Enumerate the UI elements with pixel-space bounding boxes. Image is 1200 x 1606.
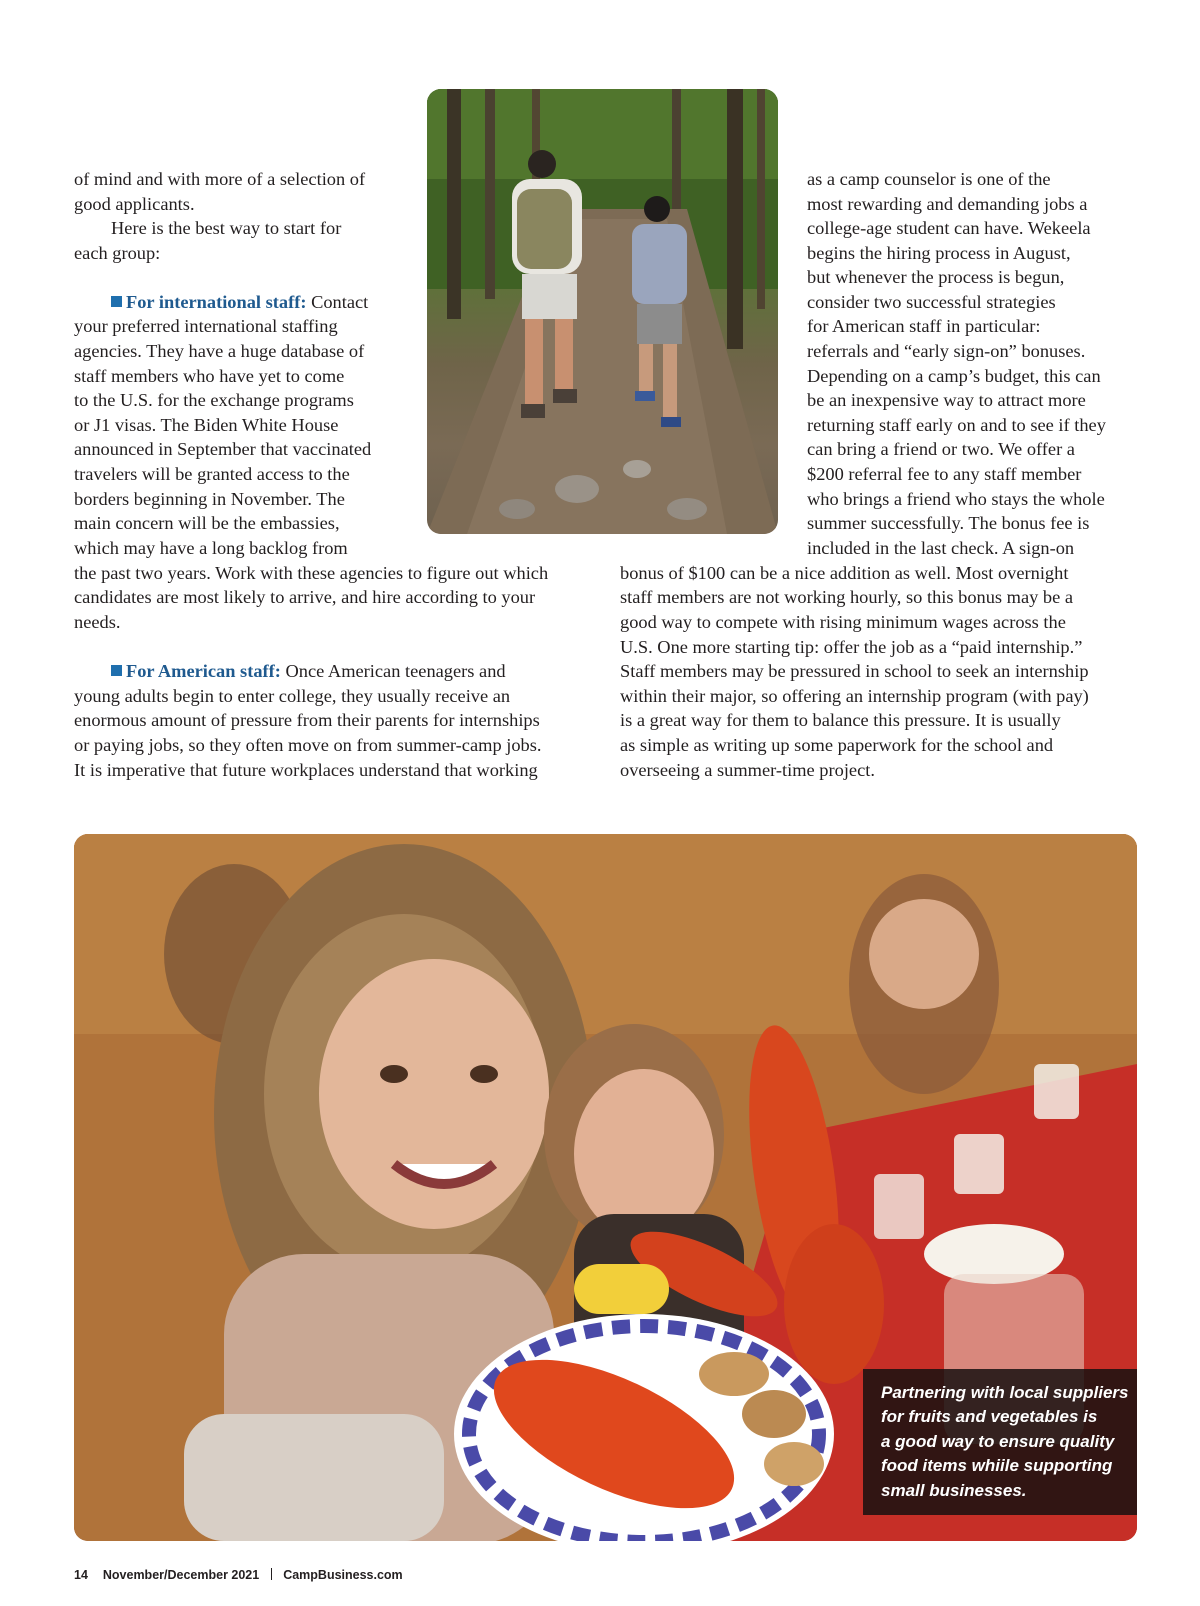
text-line: summer successfully. The bonus fee is xyxy=(807,513,1090,533)
text-line: agencies. They have a huge database of xyxy=(74,341,365,361)
text-line: travelers will be granted access to the xyxy=(74,464,350,484)
text-line: main concern will be the embassies, xyxy=(74,513,340,533)
text-line: returning staff early on and to see if they xyxy=(807,415,1106,435)
text-line: or J1 visas. The Biden White House xyxy=(74,415,339,435)
caption-line: a good way to ensure quality xyxy=(881,1432,1115,1451)
text-line: your preferred international staffing xyxy=(74,316,338,336)
text-line: overseeing a summer-time project. xyxy=(620,760,875,780)
text-line: begins the hiring process in August, xyxy=(807,243,1071,263)
text-line: referrals and “early sign-on” bonuses. xyxy=(807,341,1086,361)
text-line: to the U.S. for the exchange programs xyxy=(74,390,354,410)
hiking-photo-illustration xyxy=(427,89,778,534)
text-line: can bring a friend or two. We offer a xyxy=(807,439,1075,459)
text-line: Here is the best way to start for xyxy=(111,218,342,238)
text-line: but whenever the process is begun, xyxy=(807,267,1065,287)
caption-line: Partnering with local suppliers xyxy=(881,1383,1129,1402)
page-number: 14 xyxy=(74,1568,88,1582)
hiking-photo xyxy=(427,89,778,534)
text-line: Depending on a camp’s budget, this can xyxy=(807,366,1101,386)
text-line: borders beginning in November. The xyxy=(74,489,345,509)
american-paragraph-lead xyxy=(111,659,506,684)
subhead-american-staff: For American staff: xyxy=(126,661,281,681)
text-line: as simple as writing up some paperwork for the school and xyxy=(620,735,1054,755)
text-line: be an inexpensive way to attract more xyxy=(807,390,1086,410)
text-line: of mind and with more of a selection of xyxy=(74,169,366,189)
text-line: enormous amount of pressure from their parents for internships xyxy=(74,710,540,730)
text-line: consider two successful strategies xyxy=(807,292,1056,312)
text-line: which may have a long backlog from xyxy=(74,538,348,558)
text-line: It is imperative that future workplaces understand that working xyxy=(74,760,538,780)
text-line: young adults begin to enter college, they usually receive an xyxy=(74,686,511,706)
page-footer xyxy=(74,1568,403,1582)
text-line: good applicants. xyxy=(74,194,195,214)
text-line: needs. xyxy=(74,612,121,632)
text-line: is a great way for them to balance this pressure. It is usually xyxy=(620,710,1061,730)
intl-paragraph-lead xyxy=(111,290,368,315)
text-line: good way to compete with rising minimum wages across the xyxy=(620,612,1066,632)
bullet-square-icon xyxy=(111,296,122,307)
text-line: for American staff in particular: xyxy=(807,316,1041,336)
issue-date: November/December 2021 xyxy=(102,1568,260,1582)
text-line: U.S. One more starting tip: offer the job as a “paid internship.” xyxy=(620,637,1083,657)
text-line: announced in September that vaccinated xyxy=(74,439,372,459)
text-line: $200 referral fee to any staff member xyxy=(807,464,1082,484)
text-line: as a camp counselor is one of the xyxy=(807,169,1051,189)
caption-line: small businesses. xyxy=(881,1481,1027,1500)
text-line: bonus of $100 can be a nice addition as well. Most overnight xyxy=(620,563,1069,583)
text-line: who brings a friend who stays the whole xyxy=(807,489,1105,509)
text-line: each group: xyxy=(74,243,161,263)
text-span: Once American teenagers and xyxy=(285,661,506,681)
caption-line: for fruits and vegetables is xyxy=(881,1407,1098,1426)
footer-divider xyxy=(271,1568,272,1580)
site-link[interactable]: CampBusiness.com xyxy=(283,1568,403,1582)
caption-line: food items whiile supporting xyxy=(881,1456,1113,1475)
text-line: or paying jobs, so they often move on from summer-camp jobs. xyxy=(74,735,542,755)
text-line: college-age student can have. Wekeela xyxy=(807,218,1091,238)
text-line: staff members who have yet to come xyxy=(74,366,345,386)
subhead-international-staff: For international staff: xyxy=(126,292,307,312)
text-line: included in the last check. A sign-on xyxy=(807,538,1075,558)
text-line: candidates are most likely to arrive, and hire according to your xyxy=(74,587,536,607)
bullet-square-icon xyxy=(111,665,122,676)
text-line: staff members are not working hourly, so this bonus may be a xyxy=(620,587,1074,607)
text-span: Contact xyxy=(311,292,369,312)
text-line: Staff members may be pressured in school to seek an internship xyxy=(620,661,1089,681)
text-line: most rewarding and demanding jobs a xyxy=(807,194,1088,214)
text-line: within their major, so offering an internship program (with pay) xyxy=(620,686,1089,706)
text-line: the past two years. Work with these agencies to figure out which xyxy=(74,563,549,583)
